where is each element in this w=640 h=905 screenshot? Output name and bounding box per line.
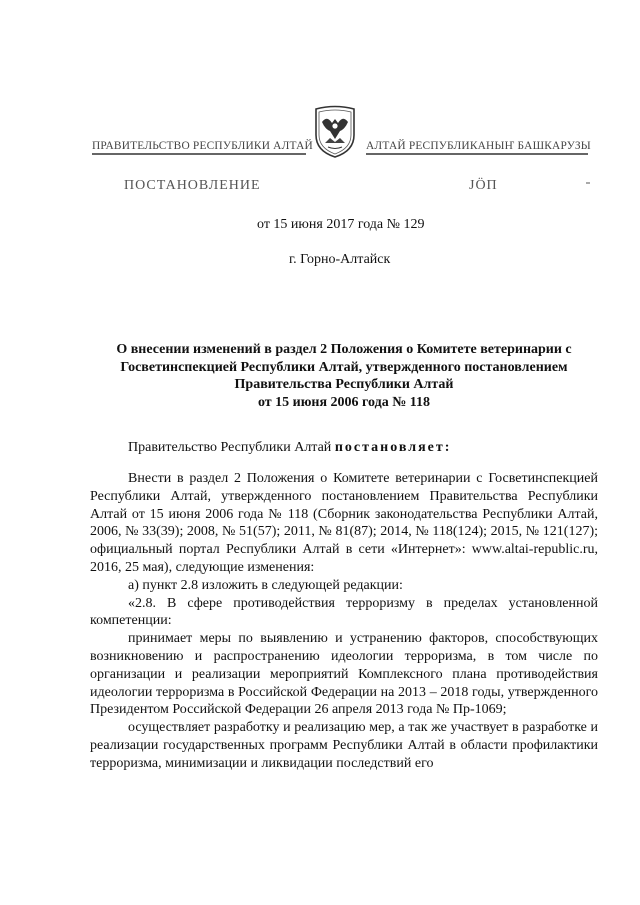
body-paragraph: а) пункт 2.8 изложить в следующей редакции: <box>128 577 403 593</box>
body-paragraph: Внести в раздел 2 Положения о Комитете ветеринарии с Госветинспекцией Республики Алтай, утвержденного постановлением Правительства Республики Алтай от 15 июня 2006 года № 118 (Сборник законодательства Республики Алтай, 2006, № 33(39); 2008, № 51(57); 2011, № 81(87); 2014, № 118(124); 2015, № 121(127); официальный портал Республики Алтай в сети «Интернет»: www.altai-republic.ru, 2016, 25 мая), следующие изменения: <box>90 471 598 575</box>
government-name-russian: ПРАВИТЕЛЬСТВО РЕСПУБЛИКИ АЛТАЙ <box>92 140 313 152</box>
government-name-altai: АЛТАЙ РЕСПУБЛИКАНЫҤ БАШКАРУЗЫ <box>366 140 591 152</box>
title-line: Госветинспекцией Республики Алтай, утвержденного постановлением <box>120 359 568 375</box>
document-date-number: от 15 июня 2017 года № 129 <box>257 217 425 232</box>
scan-mark <box>586 182 590 184</box>
header-rule-right <box>366 153 588 155</box>
decree-line <box>128 440 451 456</box>
header-rule-left <box>92 153 306 155</box>
title-line: О внесении изменений в раздел 2 Положения о Комитете ветеринарии с <box>116 342 572 357</box>
document-city: г. Горно-Алтайск <box>289 252 391 267</box>
decree-subject: Правительство Республики Алтай <box>128 440 332 455</box>
document-title <box>90 341 598 411</box>
doc-type-altai: JÖП <box>469 178 498 193</box>
coat-of-arms-icon <box>310 105 360 159</box>
title-line: Правительства Республики Алтай <box>234 377 454 392</box>
doc-type-russian: ПОСТАНОВЛЕНИЕ <box>124 178 261 193</box>
body-paragraph: принимает меры по выявлению и устранению факторов, способствующих возникновению и распространению идеологии терроризма, в том числе по организации и реализации мероприятий Комплексного плана противодействия идеологии терроризма в Российской Федерации на 2013 – 2018 годы, утвержденного Президентом Российской Федерации 26 апреля 2013 года № Пр-1069; <box>90 631 598 718</box>
decree-verb: постановляет: <box>334 440 452 455</box>
document-body <box>90 470 598 773</box>
body-paragraph: осуществляет разработку и реализацию мер, а так же участвует в разработке и реализации государственных программ Республики Алтай в области профилактики терроризма, минимизации и ликвидации последствий его <box>90 720 598 771</box>
title-line: от 15 июня 2006 года № 118 <box>257 394 431 410</box>
body-paragraph: «2.8. В сфере противодействия терроризму в пределах установленной компетенции: <box>90 595 598 629</box>
